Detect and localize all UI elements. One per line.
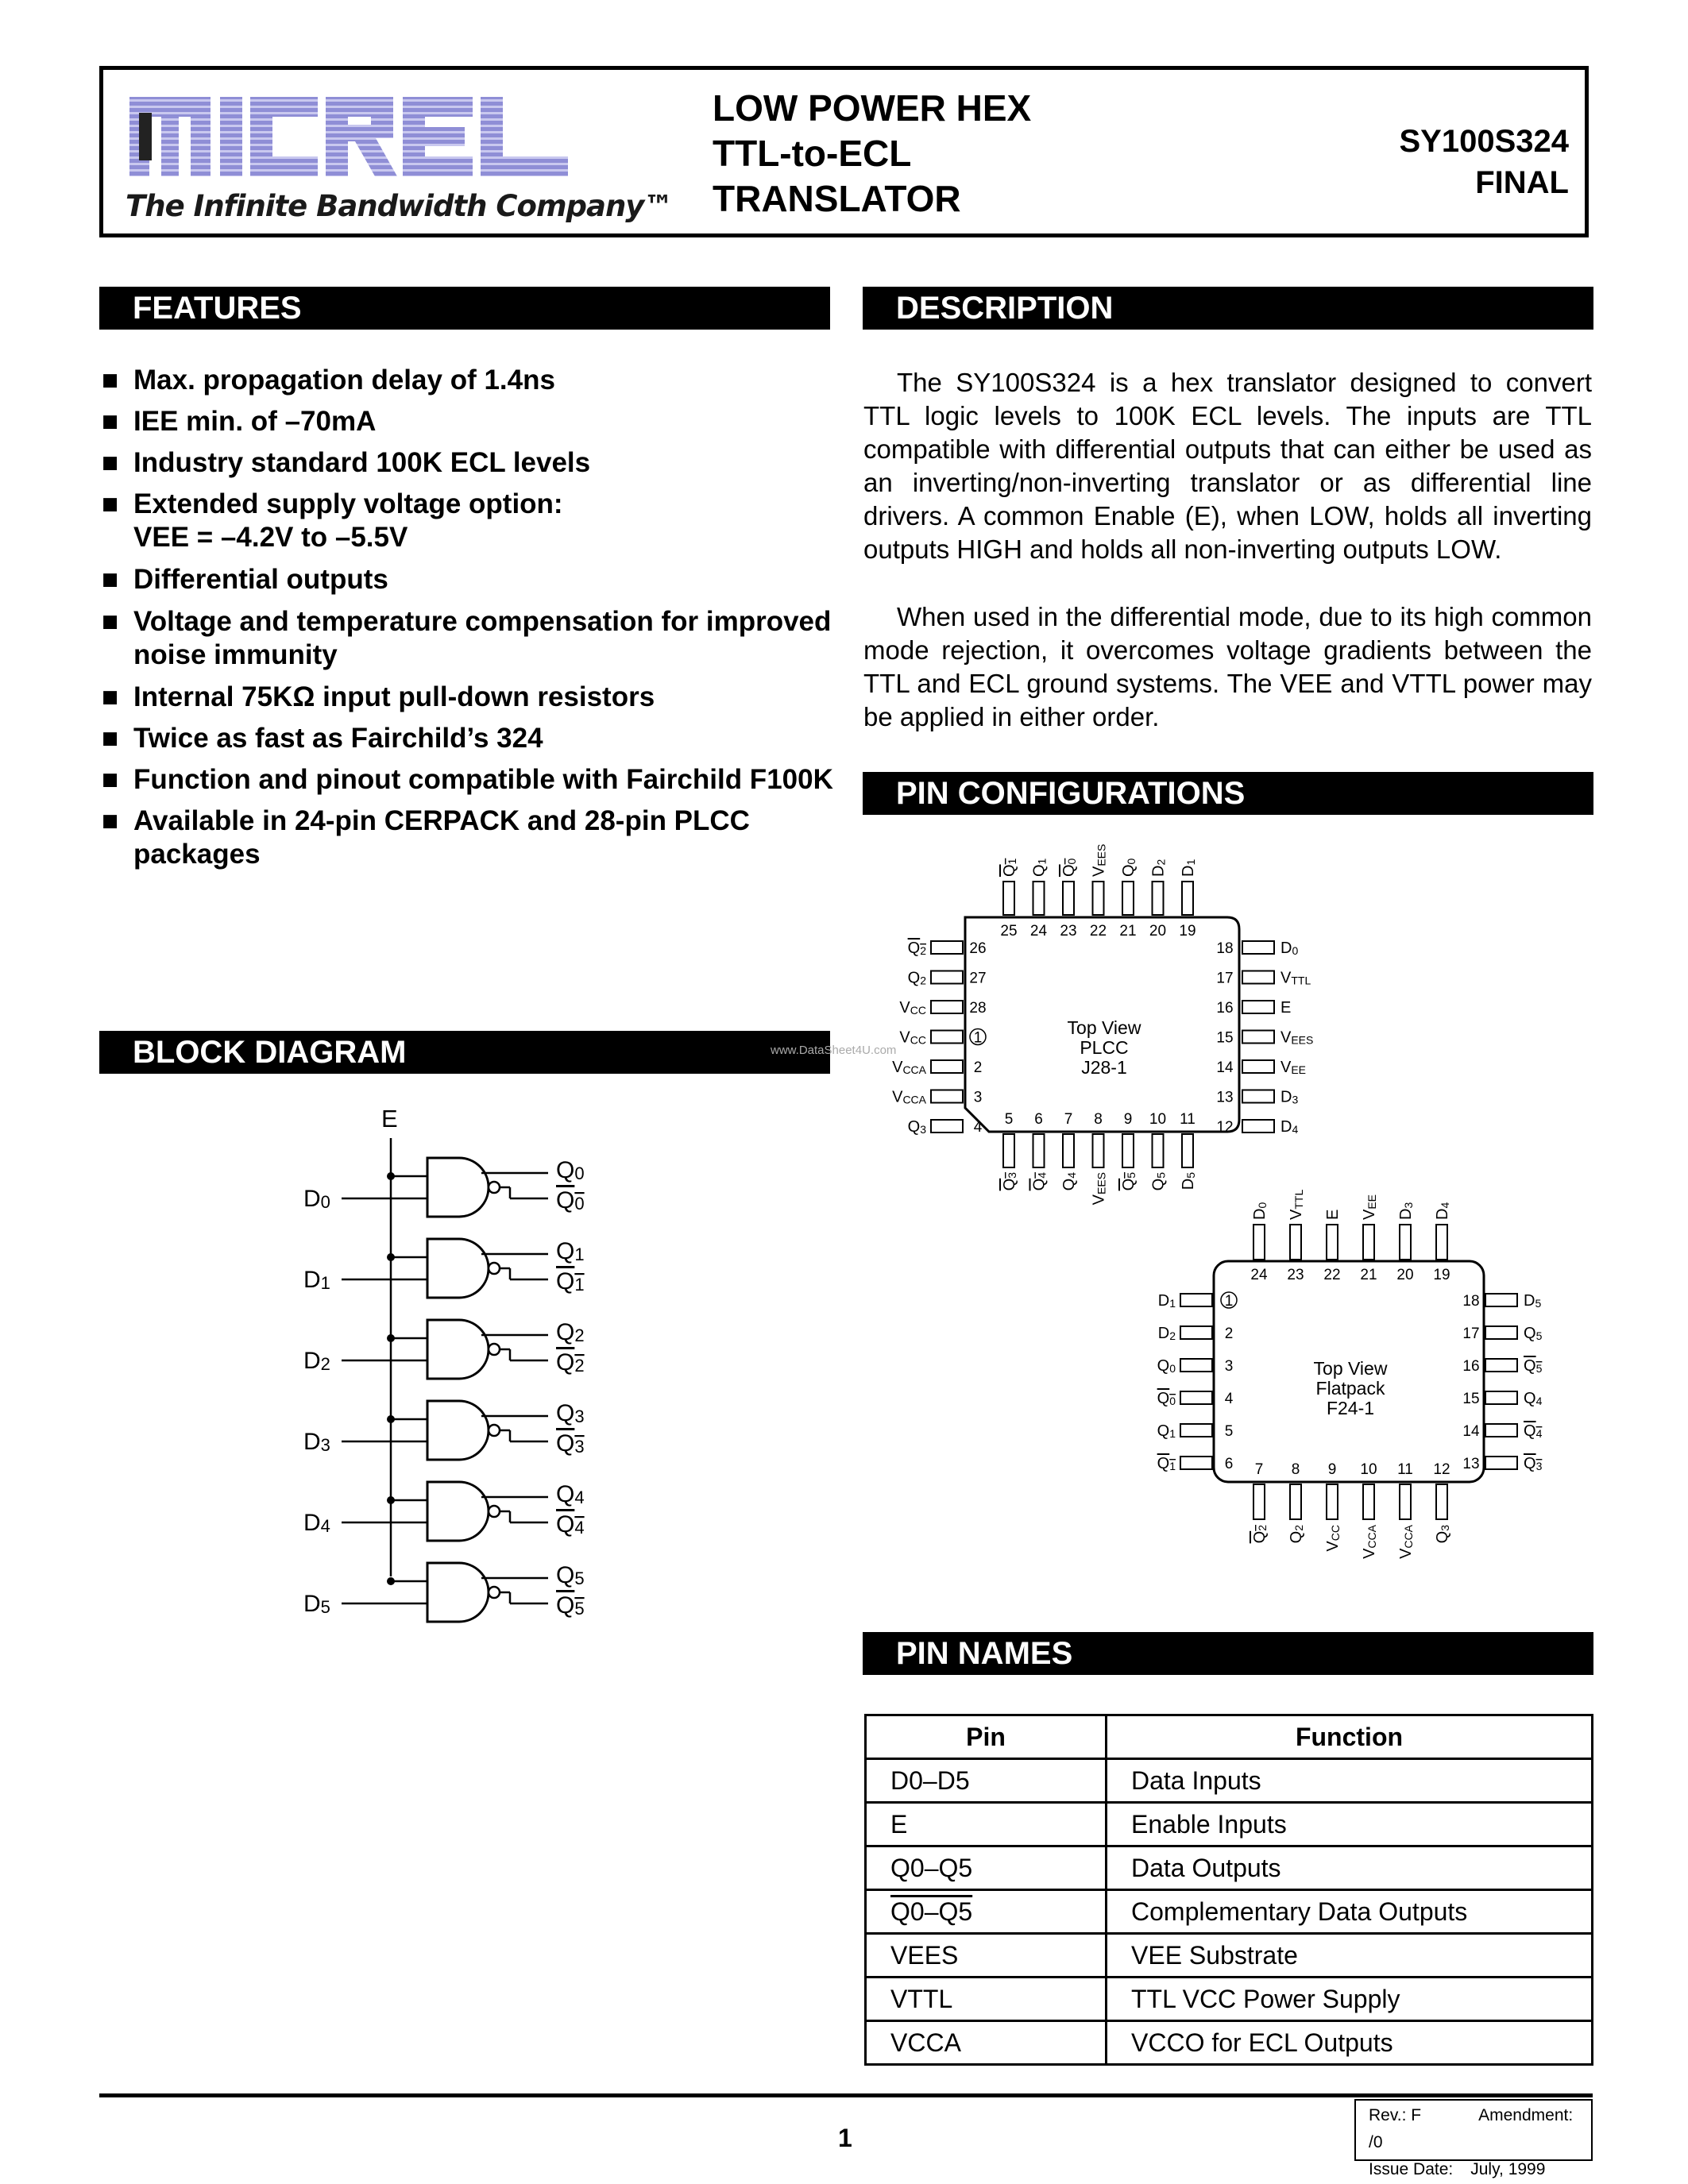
company-tagline: The Infinite Bandwidth Company™ <box>126 189 673 223</box>
pin-label: D4 <box>1280 1118 1299 1136</box>
pin-label: Q0 <box>1157 1357 1176 1375</box>
pin-label: VCC <box>899 999 926 1017</box>
nand-gate-5 <box>303 1562 585 1622</box>
part-block <box>1399 121 1569 203</box>
function-cell: VCCO for ECL Outputs <box>1107 2021 1593 2065</box>
function-cell: Enable Inputs <box>1107 1803 1593 1846</box>
pin-lead <box>1122 882 1134 915</box>
pin-number: 1 <box>973 1029 983 1047</box>
table-row <box>866 1759 1593 1803</box>
pin-number: 12 <box>1216 1119 1234 1136</box>
pin-number: 25 <box>1000 923 1018 940</box>
pin-number: 8 <box>1291 1461 1300 1478</box>
pin-lead <box>931 1090 963 1103</box>
pin-label: Q2 <box>1251 1525 1269 1544</box>
pin-cell: D0–D5 <box>866 1759 1107 1803</box>
pin-number: 24 <box>1250 1267 1268 1283</box>
pin-names-heading: PIN NAMES <box>863 1632 1593 1675</box>
plcc-label: PLCC <box>1080 1037 1129 1058</box>
description-paragraph-1: The SY100S324 is a hex translator designed to convert TTL logic levels to 100K ECL levels. The inputs are TTL compatible with differential outputs that can either be used as an inverting/non-inverting translator or as differential line drivers. A common Enable (E), when LOW, holds all inverting outputs HIGH and holds all non-inverting outputs LOW. <box>863 368 1592 564</box>
pin-label: VEE <box>1280 1059 1307 1076</box>
pin-label: Q3 <box>1524 1455 1543 1472</box>
pin-lead <box>1485 1326 1517 1339</box>
column-header-function: Function <box>1107 1715 1593 1759</box>
pin-label: Q4 <box>1524 1422 1543 1440</box>
nand-gate-4 <box>303 1481 585 1541</box>
input-label: D5 <box>303 1591 330 1617</box>
feature-item: ■ Differential outputs <box>102 564 388 595</box>
revision-label: Rev.: F <box>1369 2106 1422 2124</box>
pin-number: 18 <box>1216 940 1234 957</box>
doc-title-line-2: TTL-to-ECL <box>713 133 912 174</box>
pin-number: 13 <box>1216 1089 1234 1106</box>
pin-label: VEES <box>1090 1172 1108 1206</box>
feature-item: ■ Max. propagation delay of 1.4ns <box>102 365 555 396</box>
pin-number: 17 <box>1216 970 1234 987</box>
pin-label: VCCA <box>892 1059 926 1076</box>
pin-number: 11 <box>1180 1111 1196 1128</box>
pin-lead <box>1436 1484 1447 1519</box>
feature-item-continued: packages <box>133 839 261 870</box>
pin-lead <box>1093 1134 1104 1167</box>
pin-label: Q3 <box>1434 1525 1451 1544</box>
pin-cell: Q0–Q5 <box>866 1890 1107 1934</box>
function-cell: TTL VCC Power Supply <box>1107 1978 1593 2021</box>
pin-label: Q2 <box>907 940 926 957</box>
pin-lead <box>1153 882 1164 915</box>
pin-lead <box>1180 1424 1212 1437</box>
pin-label: Q2 <box>1288 1525 1305 1544</box>
description-heading: DESCRIPTION <box>863 287 1593 330</box>
pin-lead <box>1242 1001 1274 1013</box>
pin-cell: Q0–Q5 <box>866 1846 1107 1890</box>
pin-number: 16 <box>1216 1000 1234 1017</box>
pin-lead <box>1180 1391 1212 1404</box>
pin-lead <box>1003 882 1014 915</box>
function-cell: Complementary Data Outputs <box>1107 1890 1593 1934</box>
output-inverted-label: Q5 <box>556 1592 585 1619</box>
output-label: Q4 <box>556 1481 585 1507</box>
table-header-row <box>866 1715 1593 1759</box>
column-header-pin: Pin <box>866 1715 1107 1759</box>
feature-item: ■ Industry standard 100K ECL levels <box>102 447 591 478</box>
pin-label: Q5 <box>1149 1172 1168 1191</box>
pin-label: VCCA <box>1397 1525 1415 1559</box>
nand-gate-1 <box>303 1238 585 1298</box>
doc-title-line-1: LOW POWER HEX <box>713 87 1032 129</box>
pin-label: D1 <box>1180 859 1197 877</box>
pin-number: 2 <box>973 1059 983 1076</box>
pin-lead <box>931 1060 963 1073</box>
function-cell: VEE Substrate <box>1107 1934 1593 1978</box>
pin-lead <box>1180 1294 1212 1306</box>
pin-label: Q1 <box>1001 858 1018 877</box>
pin-lead <box>931 971 963 984</box>
pin-number: 11 <box>1397 1461 1413 1478</box>
enable-label: E <box>381 1105 398 1133</box>
pin-lead <box>1485 1457 1517 1469</box>
plcc-label: J28-1 <box>1081 1057 1127 1078</box>
amendment-label: Amendment: /0 <box>1369 2106 1574 2151</box>
pin-number: 27 <box>969 970 987 987</box>
pin-lead <box>1242 1060 1274 1073</box>
pin-label: E <box>1280 999 1292 1017</box>
pin-lead <box>1093 882 1104 915</box>
pin-lead <box>931 941 963 954</box>
pin-number: 23 <box>1060 923 1077 940</box>
input-label: D2 <box>303 1348 330 1374</box>
pin-number: 19 <box>1433 1267 1450 1283</box>
pin-lead <box>1182 1134 1193 1167</box>
pin-number: 22 <box>1089 923 1107 940</box>
nand-gate-3 <box>303 1400 585 1460</box>
pin-lead <box>1290 1225 1301 1260</box>
pin-lead <box>1327 1484 1338 1519</box>
table-row <box>866 1803 1593 1846</box>
nand-gate-0 <box>303 1157 585 1217</box>
pin-label: D2 <box>1149 859 1168 877</box>
pin-lead <box>1063 1134 1074 1167</box>
table-row <box>866 1890 1593 1934</box>
issue-date: July, 1999 <box>1470 2160 1546 2178</box>
pin-lead <box>1253 1225 1265 1260</box>
pin-number: 23 <box>1287 1267 1304 1283</box>
pin-lead <box>1363 1484 1374 1519</box>
output-inverted-label: Q4 <box>556 1511 585 1538</box>
pin-label: Q3 <box>907 1118 926 1136</box>
output-inverted-label: Q0 <box>556 1187 585 1214</box>
pin-label: D3 <box>1397 1202 1415 1220</box>
pin-cell: VTTL <box>866 1978 1107 2021</box>
pin-number: 4 <box>973 1119 983 1136</box>
revision-box <box>1354 2099 1593 2178</box>
pin-lead <box>1122 1134 1134 1167</box>
watermark: www.DataSheet4U.com <box>771 1044 897 1057</box>
pin-number: 2 <box>1224 1325 1234 1342</box>
table-row <box>866 1934 1593 1978</box>
pin-lead <box>1003 1134 1014 1167</box>
pin-label: Q4 <box>1060 1172 1078 1191</box>
pin-label: Q0 <box>1157 1390 1176 1407</box>
micrel-logo <box>123 89 576 183</box>
table-row <box>866 1978 1593 2021</box>
pin-lead <box>1485 1424 1517 1437</box>
pin-label: D5 <box>1524 1292 1542 1310</box>
pin-lead <box>1485 1359 1517 1372</box>
pin-lead <box>1063 882 1074 915</box>
pin-label: Q5 <box>1524 1325 1543 1342</box>
pin-lead <box>931 1031 963 1044</box>
pin-lead <box>1242 1090 1274 1103</box>
output-label: Q2 <box>556 1319 585 1345</box>
pin-number: 17 <box>1462 1325 1480 1342</box>
input-label: D1 <box>303 1267 330 1293</box>
pin-number: 22 <box>1323 1267 1341 1283</box>
pin-cell: E <box>866 1803 1107 1846</box>
pin-lead <box>1400 1225 1411 1260</box>
pin-number: 9 <box>1123 1111 1133 1128</box>
pin-label: Q4 <box>1524 1390 1543 1407</box>
pin-number: 14 <box>1462 1423 1480 1440</box>
pin-lead <box>1180 1326 1212 1339</box>
plcc-label: Top View <box>1067 1017 1141 1038</box>
pin-lead <box>931 1001 963 1013</box>
output-label: Q3 <box>556 1400 585 1426</box>
pin-label: D0 <box>1280 940 1299 957</box>
block-diagram <box>286 1100 620 1648</box>
part-number: SY100S324 <box>1399 124 1569 159</box>
pin-label: VTTL <box>1288 1189 1305 1220</box>
issue-line <box>1369 2156 1591 2183</box>
pin-label: D3 <box>1280 1088 1299 1106</box>
pin-number: 1 <box>1224 1293 1234 1310</box>
pin-number: 20 <box>1149 923 1167 940</box>
pin-label: Q3 <box>1001 1172 1018 1191</box>
feature-item: ■ Internal 75KΩ input pull-down resistors <box>102 681 655 712</box>
pin-config-heading: PIN CONFIGURATIONS <box>863 772 1593 815</box>
pin-number: 5 <box>1224 1423 1234 1440</box>
pin-lead <box>1400 1484 1411 1519</box>
pin-label: D2 <box>1157 1325 1176 1342</box>
pin-number: 4 <box>1224 1391 1234 1407</box>
pin-lead <box>1253 1484 1265 1519</box>
pin-number: 15 <box>1216 1029 1234 1047</box>
pin-lead <box>1033 1134 1045 1167</box>
pin-number: 5 <box>1004 1111 1014 1128</box>
issue-date-label: Issue Date: <box>1369 2160 1454 2178</box>
pin-lead <box>1485 1294 1517 1306</box>
output-inverted-label: Q3 <box>556 1430 585 1457</box>
pin-lead <box>1485 1391 1517 1404</box>
pin-label: D4 <box>1434 1202 1451 1220</box>
pin-lead <box>1242 971 1274 984</box>
input-label: D4 <box>303 1510 330 1536</box>
pin-label: Q1 <box>1157 1455 1176 1472</box>
table-row <box>866 1846 1593 1890</box>
pin-number: 14 <box>1216 1059 1234 1076</box>
pin-label: D1 <box>1157 1292 1176 1310</box>
pin-label: E <box>1324 1209 1342 1220</box>
pin-number: 12 <box>1433 1461 1450 1478</box>
pin-number: 15 <box>1462 1391 1480 1407</box>
pin-label: VEES <box>1280 1028 1314 1047</box>
pin-label: Q0 <box>1060 858 1078 877</box>
pin-number: 18 <box>1462 1293 1480 1310</box>
pin-label: Q5 <box>1120 1172 1138 1191</box>
pin-lead <box>1182 882 1193 915</box>
feature-item: ■ Voltage and temperature compensation for improved <box>102 606 832 637</box>
pin-cell: VCCA <box>866 2021 1107 2065</box>
flatpack-label: Top View <box>1313 1358 1388 1379</box>
page-number: 1 <box>838 2124 852 2152</box>
pin-label: Q5 <box>1524 1357 1543 1375</box>
output-inverted-label: Q2 <box>556 1349 585 1376</box>
pin-number: 7 <box>1254 1461 1264 1478</box>
function-cell: Data Inputs <box>1107 1759 1593 1803</box>
output-inverted-label: Q1 <box>556 1268 585 1295</box>
input-label: D3 <box>303 1429 330 1455</box>
features-heading: FEATURES <box>99 287 830 330</box>
pin-number: 8 <box>1094 1111 1103 1128</box>
pin-number: 21 <box>1119 923 1137 940</box>
pin-number: 6 <box>1224 1456 1234 1472</box>
pin-label: Q4 <box>1030 1172 1049 1191</box>
nand-gate-2 <box>303 1319 585 1379</box>
pin-number: 24 <box>1029 923 1048 940</box>
pin-label: VEES <box>1090 843 1108 877</box>
pin-lead <box>1436 1225 1447 1260</box>
pin-number: 16 <box>1462 1358 1480 1375</box>
pin-lead <box>1290 1484 1301 1519</box>
feature-item: ■ Function and pinout compatible with Fairchild F100K <box>102 764 833 795</box>
doc-title-line-3: TRANSLATOR <box>713 178 961 219</box>
pin-lead <box>1033 882 1045 915</box>
pin-number: 7 <box>1064 1111 1073 1128</box>
pin-label: VEE <box>1361 1194 1378 1220</box>
feature-item: ■ Extended supply voltage option: <box>102 488 563 519</box>
pin-lead <box>1242 941 1274 954</box>
pin-label: D0 <box>1251 1202 1269 1220</box>
pin-lead <box>1363 1225 1374 1260</box>
pin-lead <box>1327 1225 1338 1260</box>
pin-number: 28 <box>969 1000 987 1017</box>
pin-number: 9 <box>1327 1461 1337 1478</box>
flatpack-diagram <box>1112 1175 1589 1588</box>
revision-line <box>1369 2102 1591 2156</box>
doc-status: FINAL <box>1475 165 1569 200</box>
pin-label: VCC <box>1324 1525 1342 1552</box>
pin-number: 6 <box>1034 1111 1043 1128</box>
pin-lead <box>931 1120 963 1133</box>
pin-label: Q1 <box>1030 858 1049 877</box>
pin-label: VTTL <box>1280 969 1311 987</box>
pin-label: VCCA <box>1361 1525 1378 1559</box>
pin-label: Q0 <box>1120 858 1138 877</box>
pin-label: D5 <box>1180 1172 1197 1190</box>
feature-item: ■ IEE min. of –70mA <box>102 406 377 437</box>
description-paragraph-2: When used in the differential mode, due to its high common mode rejection, it overcomes voltage gradients between the TTL and ECL ground systems. The VEE and VTTL power may be applied in either order. <box>863 602 1592 731</box>
pin-label: Q1 <box>1157 1422 1176 1440</box>
pin-number: 21 <box>1360 1267 1377 1283</box>
pin-lead <box>1242 1120 1274 1133</box>
feature-item: ■ Twice as fast as Fairchild’s 324 <box>102 723 543 754</box>
pin-number: 26 <box>969 940 987 957</box>
feature-item: ■ Available in 24-pin CERPACK and 28-pin PLCC <box>102 805 750 836</box>
pin-number: 10 <box>1360 1461 1377 1478</box>
pin-lead <box>1242 1031 1274 1044</box>
pin-lead <box>1153 1134 1164 1167</box>
output-label: Q1 <box>556 1238 585 1264</box>
input-label: D0 <box>303 1186 330 1212</box>
pin-label: VCC <box>899 1028 926 1047</box>
table-row <box>866 2021 1593 2065</box>
pin-cell: VEES <box>866 1934 1107 1978</box>
pin-lead <box>1180 1359 1212 1372</box>
flatpack-label: Flatpack <box>1315 1378 1385 1399</box>
flatpack-label: F24-1 <box>1326 1398 1375 1418</box>
function-cell: Data Outputs <box>1107 1846 1593 1890</box>
output-label: Q0 <box>556 1157 585 1183</box>
feature-item-continued: VEE = –4.2V to –5.5V <box>133 522 408 553</box>
pin-number: 3 <box>1224 1358 1234 1375</box>
footer-rule <box>99 2093 1593 2097</box>
output-label: Q5 <box>556 1562 585 1588</box>
block-diagram-heading: BLOCK DIAGRAM <box>99 1031 830 1074</box>
pin-number: 10 <box>1149 1111 1167 1128</box>
pin-label: VCCA <box>892 1088 926 1106</box>
pin-number: 19 <box>1179 923 1196 940</box>
pin-lead <box>1180 1457 1212 1469</box>
pin-names-table <box>864 1714 1593 2066</box>
feature-item-continued: noise immunity <box>133 639 338 670</box>
pin-label: Q2 <box>907 969 926 987</box>
pin-number: 20 <box>1396 1267 1414 1283</box>
pin-number: 3 <box>973 1089 983 1106</box>
pin-number: 13 <box>1462 1456 1480 1472</box>
